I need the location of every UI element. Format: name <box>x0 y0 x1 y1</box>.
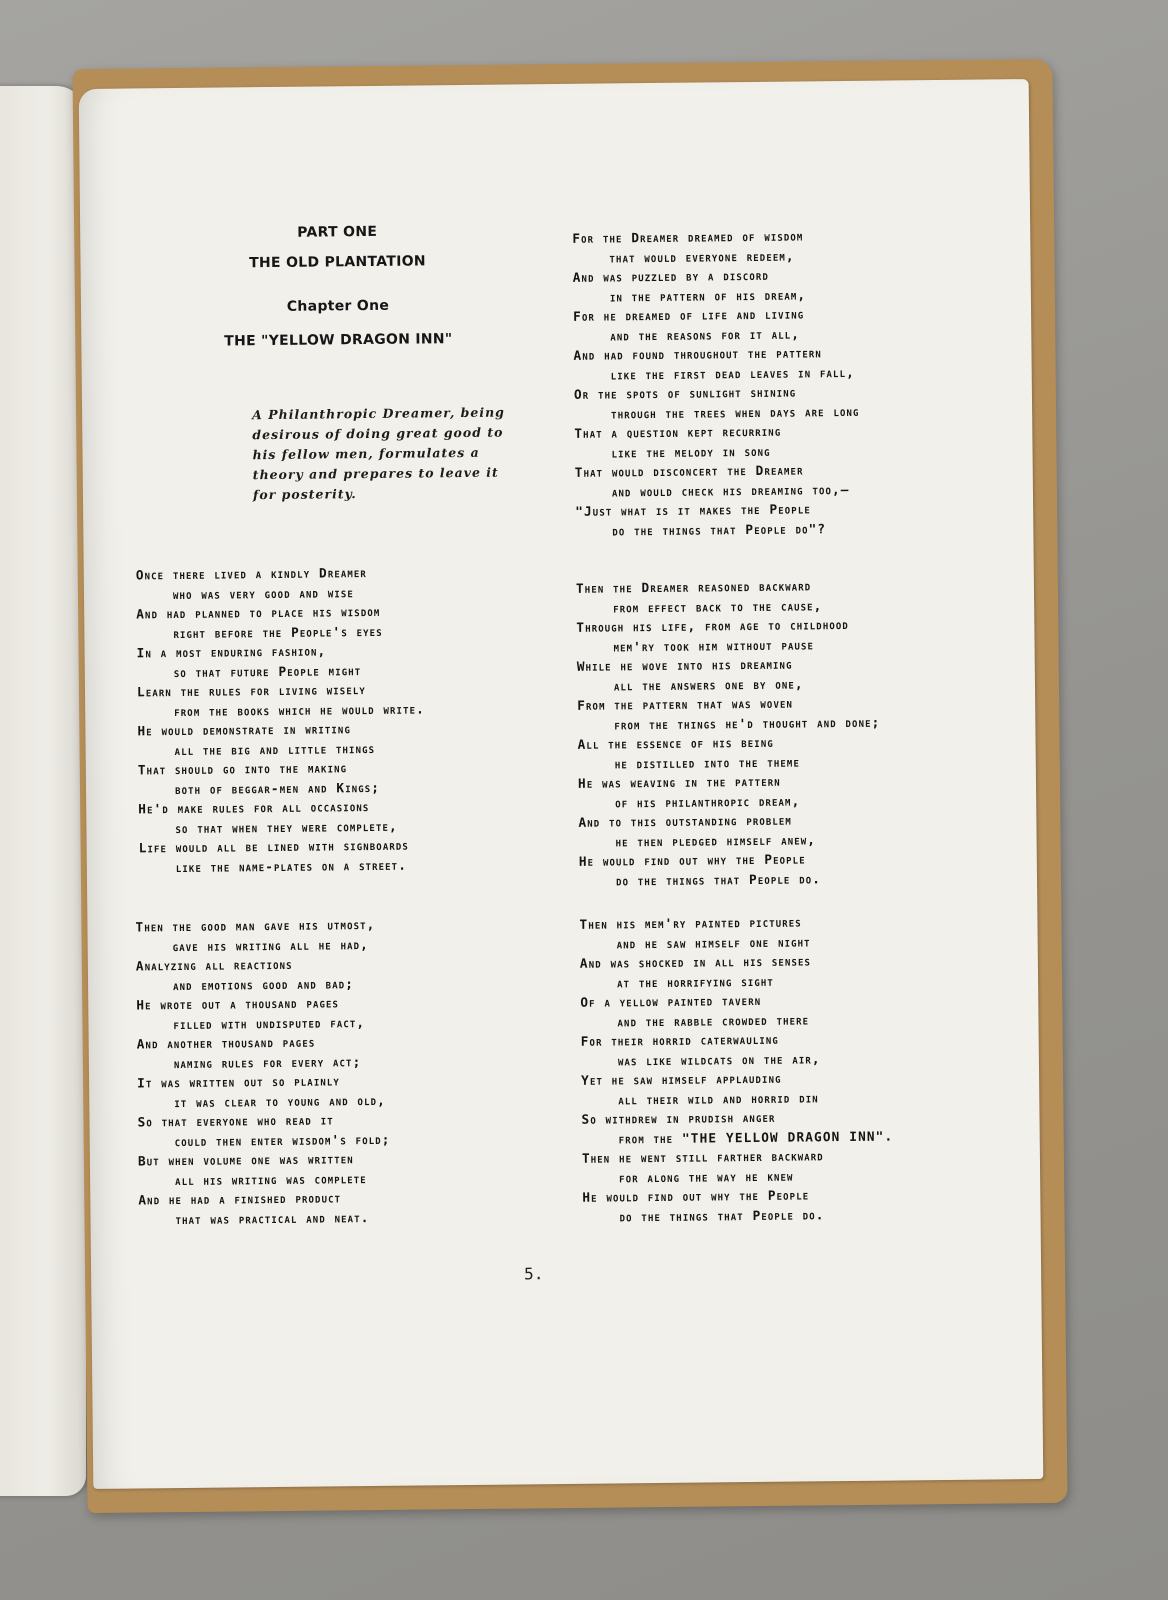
left-column-stanza-2 <box>135 914 578 1231</box>
verse-line: Then he went still farther backward <box>581 1149 824 1167</box>
verse-line: Then the Dreamer reasoned backward <box>575 579 812 597</box>
verse-line: all the answers one by one, <box>613 676 804 694</box>
verse-line: and would check his dreaming too,— <box>611 482 850 500</box>
verse-line: all the big and little things <box>174 741 376 759</box>
synopsis-line: for posterity. <box>252 486 357 503</box>
verse-line: right before the People's eyes <box>173 624 383 642</box>
right-column-stanza-3 <box>579 911 1022 1228</box>
verse-line: Or the spots of sunlight shining <box>573 385 797 403</box>
verse-line: All the essence of his being <box>577 735 774 753</box>
verse-line: And had planned to place his wisdom <box>136 604 381 623</box>
verse-line: do the things that People do. <box>619 1207 825 1225</box>
verse-line: who was very good and wise <box>172 585 354 603</box>
synopsis-line: desirous of doing great good to <box>252 424 504 443</box>
verse-line: And was shocked in all his senses <box>579 954 812 972</box>
verse-line: gave his writing all he had, <box>172 937 369 955</box>
verse-line: Of a yellow painted tavern <box>580 993 762 1011</box>
part-heading: PART ONE <box>297 223 378 241</box>
verse-line: In a most enduring fashion, <box>136 644 327 662</box>
booklet-page <box>79 79 1044 1489</box>
verse-line: Then his mem'ry painted pictures <box>579 915 802 933</box>
verse-line: Yet he saw himself applauding <box>581 1071 782 1089</box>
verse-line: in the pattern of his dream, <box>609 287 807 305</box>
verse-line: he distilled into the theme <box>614 754 801 772</box>
verse-line: And had found throughout the pattern <box>573 346 822 364</box>
verse-line: And to this outstanding problem <box>578 813 792 831</box>
verse-line: and he saw himself one night <box>616 934 811 952</box>
chapter-synopsis <box>252 402 573 505</box>
verse-line: For the Dreamer dreamed of wisdom <box>572 229 804 247</box>
synopsis-line: his fellow men, formulates a <box>252 444 480 463</box>
verse-line: like the name-plates on a street. <box>175 858 408 876</box>
verse-line: It was written out so plainly <box>137 1074 340 1092</box>
verse-line: it was clear to young and old, <box>174 1093 386 1111</box>
verse-line: From the pattern that was woven <box>577 696 794 714</box>
verse-line: do the things that People do. <box>615 871 822 889</box>
verse-line: That should go into the making <box>137 761 348 779</box>
verse-line: like the first dead leaves in fall, <box>610 365 855 383</box>
verse-line: from effect back to the cause, <box>613 598 823 616</box>
verse-line: He was weaving in the pattern <box>577 774 781 792</box>
verse-line: all their wild and horrid din <box>618 1090 819 1108</box>
verse-line: was like wildcats on the air, <box>617 1051 821 1069</box>
verse-line: Learn the rules for living wisely <box>136 683 366 701</box>
verse-line: he then pledged himself anew, <box>615 832 817 850</box>
verse-line: that was practical and neat. <box>175 1210 370 1228</box>
verse-line: from the "THE YELLOW DRAGON INN". <box>618 1129 894 1147</box>
verse-line: that would everyone redeem, <box>609 249 795 266</box>
verse-line: He would find out why the People <box>578 852 806 870</box>
verse-line: He would find out why the People <box>582 1188 810 1206</box>
verse-line: at the horrifying sight <box>617 974 774 991</box>
verse-line: so that future People might <box>173 663 362 681</box>
verse-line: from the books which he would write. <box>174 701 425 720</box>
part-title: THE OLD PLANTATION <box>249 253 426 272</box>
verse-line: so that when they were complete, <box>175 819 398 837</box>
verse-line: For their horrid caterwauling <box>580 1032 779 1050</box>
verse-line: do the things that People do"? <box>612 521 827 539</box>
verse-line: filled with undisputed fact, <box>173 1015 366 1033</box>
verse-line: and the reasons for it all, <box>610 326 801 344</box>
verse-line: all his writing was complete <box>175 1171 367 1189</box>
verse-line: Through his life, from age to childhood <box>576 617 849 636</box>
verse-line: for along the way he knew <box>619 1169 794 1186</box>
verse-line: He'd make rules for all occasions <box>138 800 370 818</box>
verse-line: But when volume one was written <box>137 1152 354 1170</box>
verse-line: Then the good man gave his utmost, <box>135 917 376 936</box>
verse-line: Once there lived a kindly Dreamer <box>135 566 367 584</box>
verse-line: of his philanthropic dream, <box>615 793 801 811</box>
verse-line: And he had a finished product <box>138 1191 342 1209</box>
verse-line: both of beggar-men and Kings; <box>174 780 381 798</box>
verse-line: mem'ry took him without pause <box>613 637 815 655</box>
left-page <box>0 86 86 1496</box>
verse-line: naming rules for every act; <box>173 1054 362 1072</box>
right-column-stanza-1 <box>572 225 1015 542</box>
verse-line: While he wove into his dreaming <box>576 657 793 675</box>
verse-line: and emotions good and bad; <box>173 976 355 994</box>
right-column-stanza-2 <box>576 575 1019 892</box>
synopsis-line: A Philanthropic Dreamer, being <box>252 404 505 423</box>
chapter-title: THE "YELLOW DRAGON INN" <box>224 331 453 350</box>
verse-line: That a question kept recurring <box>574 424 782 442</box>
synopsis-line: theory and prepares to leave it <box>252 464 499 483</box>
verse-line: And another thousand pages <box>136 1035 316 1053</box>
verse-line: So withdrew in prudish anger <box>581 1110 776 1128</box>
left-column-stanza-1 <box>136 562 579 879</box>
verse-line: For he dreamed of life and living <box>573 307 805 325</box>
verse-line: could then enter wisdom's fold; <box>174 1132 391 1150</box>
verse-line: like the melody in song <box>611 444 771 461</box>
verse-line: Analyzing all reactions <box>135 957 293 975</box>
verse-line: He would demonstrate in writing <box>137 722 352 740</box>
verse-line: Life would all be lined with signboards <box>138 838 409 857</box>
verse-line: So that everyone who read it <box>137 1113 334 1131</box>
verse-line: and the rabble crowded there <box>617 1012 810 1030</box>
chapter-heading: Chapter One <box>286 297 390 315</box>
verse-line: from the things he'd thought and done; <box>614 715 881 733</box>
verse-line: "Just what is it makes the People <box>575 502 811 520</box>
page-number: 5. <box>524 1264 544 1284</box>
verse-line: He wrote out a thousand pages <box>136 996 340 1014</box>
verse-line: And was puzzled by a discord <box>572 268 770 286</box>
verse-line: through the trees when days are long <box>611 404 860 422</box>
verse-line: That would disconcert the Dreamer <box>574 463 804 481</box>
